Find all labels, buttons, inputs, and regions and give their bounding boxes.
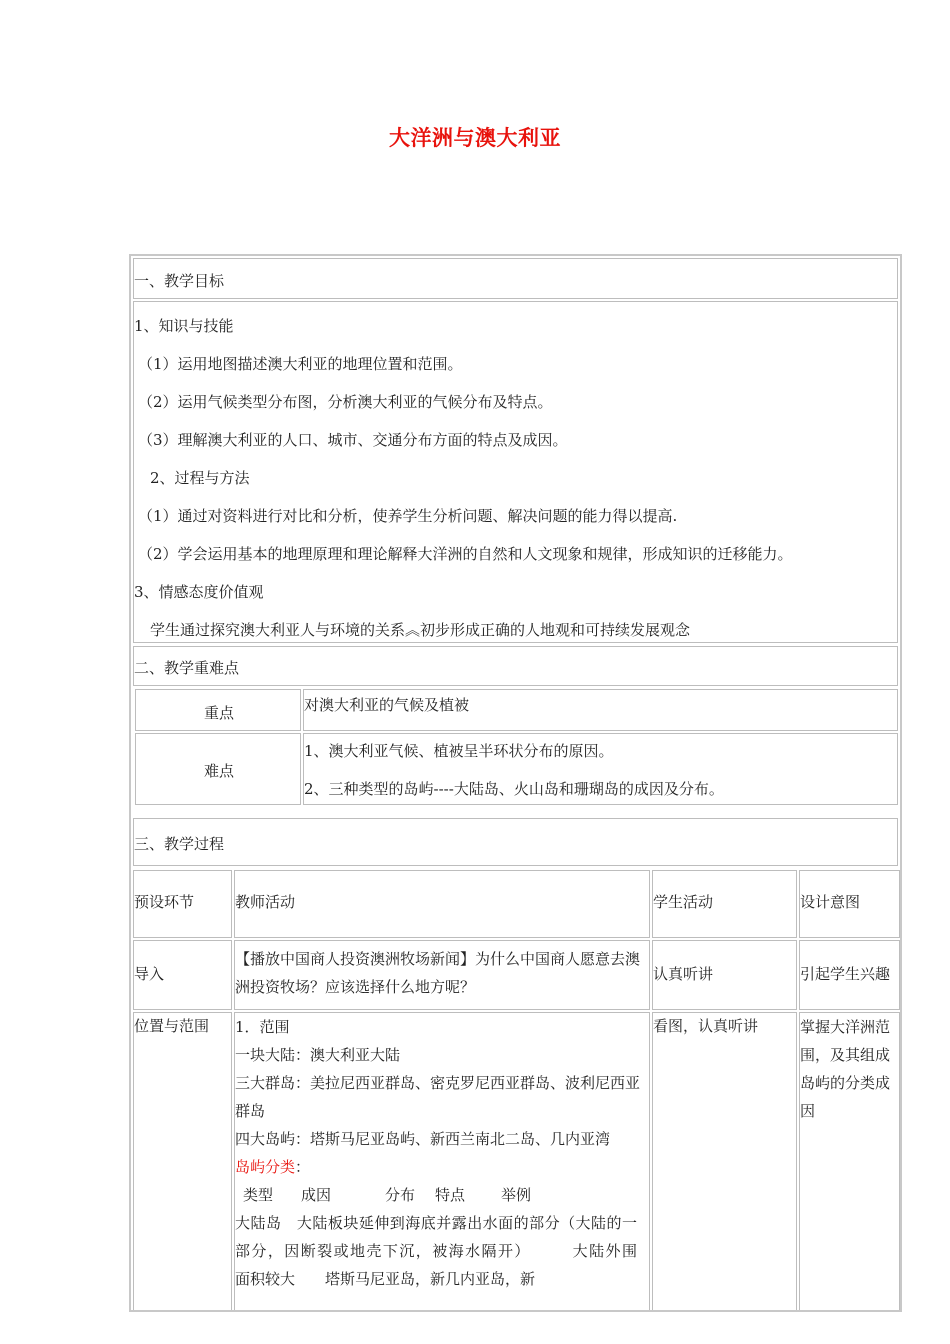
stage-cell [133, 1012, 232, 1312]
design-intent: 掌握大洋洲范围，及其组成岛屿的分类成因 [800, 1018, 891, 1120]
teacher-line: 一块大陆：澳大利亚大陆 [235, 1046, 401, 1064]
col-header-stage: 预设环节 [134, 893, 195, 911]
lesson-plan-table [129, 254, 902, 1312]
objective-item: （2）运用气候类型分布图，分析澳大利亚的气候分布及特点。 [138, 393, 553, 411]
objective-item: （2）学会运用基本的地理原理和理论解释大洋洲的自然和人文现象和规律，形成知识的迁移能力。 [138, 545, 793, 563]
subheading-values: 3、情感态度价值观 [134, 583, 264, 601]
teacher-cell [234, 1012, 668, 1312]
subheading-process: 2、过程与方法 [150, 469, 250, 487]
island-table-header [235, 1181, 649, 1209]
subheading-knowledge: 1、知识与技能 [134, 317, 234, 335]
difficulty-label-cell [135, 733, 301, 805]
key-point-text-cell [303, 689, 898, 731]
section-process-header [133, 818, 898, 866]
col-header-cell [234, 870, 650, 938]
page-title: 大洋洲与澳大利亚 [389, 125, 561, 150]
difficulty-text-cell [303, 733, 898, 805]
design-intent: 引起学生兴趣 [800, 965, 891, 983]
island-col-example: 举例 [501, 1186, 532, 1204]
col-header-intent: 设计意图 [800, 893, 861, 911]
stage-label: 位置与范围 [134, 1017, 210, 1035]
key-point-text: 对澳大利亚的气候及植被 [304, 696, 470, 714]
stage-cell [133, 940, 232, 1010]
intent-cell [799, 1012, 900, 1312]
island-title-text: 岛屿分类 [235, 1158, 296, 1176]
island-col-type: 类型 [243, 1186, 274, 1204]
teacher-line: 1．范围 [235, 1018, 290, 1036]
objective-item: （3）理解澳大利亚的人口、城市、交通分布方面的特点及成因。 [138, 431, 568, 449]
island-col-feature: 特点 [435, 1186, 466, 1204]
col-header-student: 学生活动 [653, 893, 714, 911]
teacher-line: 四大岛屿：塔斯马尼亚岛屿、新西兰南北二岛、几内亚湾 [235, 1130, 611, 1148]
section-heading: 三、教学过程 [134, 835, 225, 853]
island-classification-title [235, 1153, 649, 1181]
teacher-cell [234, 940, 650, 1010]
objective-item: 学生通过探究澳大利亚人与环境的关系︽初步形成正确的人地观和可持续发展观念 [150, 621, 691, 639]
difficulty-item: 1、澳大利亚气候、植被呈半环状分布的原因。 [304, 742, 614, 760]
section-heading: 二、教学重难点 [134, 659, 240, 677]
intent-cell [799, 940, 900, 1010]
objective-item: （1）通过对资料进行对比和分析，使养学生分析问题、解决问题的能力得以提高. [138, 507, 678, 525]
key-point-label: 重点 [204, 704, 235, 722]
key-point-label-cell [135, 689, 301, 731]
difficulty-label: 难点 [204, 762, 235, 780]
section-keypoints-header [133, 646, 898, 686]
section-objectives-body [133, 301, 898, 643]
island-col-distribution: 分布 [385, 1186, 416, 1204]
student-activity: 看图，认真听讲 [653, 1017, 759, 1035]
stage-label: 导入 [134, 965, 165, 983]
student-cell [652, 1012, 797, 1312]
teacher-activity: 【播放中国商人投资澳洲牧场新闻】为什么中国商人愿意去澳洲投资牧场？应该选择什么地方呢？ [235, 950, 641, 996]
island-table-row: 大陆岛 大陆板块延伸到海底并露出水面的部分（大陆的一部分，因断裂或地壳下沉，被海水隔开） 大陆外围 面积较大 塔斯马尼亚岛，新几内亚岛，新 [235, 1214, 668, 1288]
col-header-cell [799, 870, 900, 938]
difficulty-item: 2、三种类型的岛屿----大陆岛、火山岛和珊瑚岛的成因及分布。 [304, 780, 724, 798]
teacher-line: 三大群岛：美拉尼西亚群岛、密克罗尼西亚群岛、波利尼西亚群岛 [235, 1074, 641, 1120]
objective-item: （1）运用地图描述澳大利亚的地理位置和范围。 [138, 355, 463, 373]
student-activity: 认真听讲 [653, 965, 714, 983]
student-cell [652, 940, 797, 1010]
section-objectives-header [133, 258, 898, 299]
island-col-cause: 成因 [301, 1186, 332, 1204]
col-header-cell [652, 870, 797, 938]
island-title-colon: ： [295, 1158, 311, 1176]
col-header-teacher: 教师活动 [235, 893, 296, 911]
section-heading: 一、教学目标 [134, 272, 225, 290]
col-header-cell [133, 870, 232, 938]
